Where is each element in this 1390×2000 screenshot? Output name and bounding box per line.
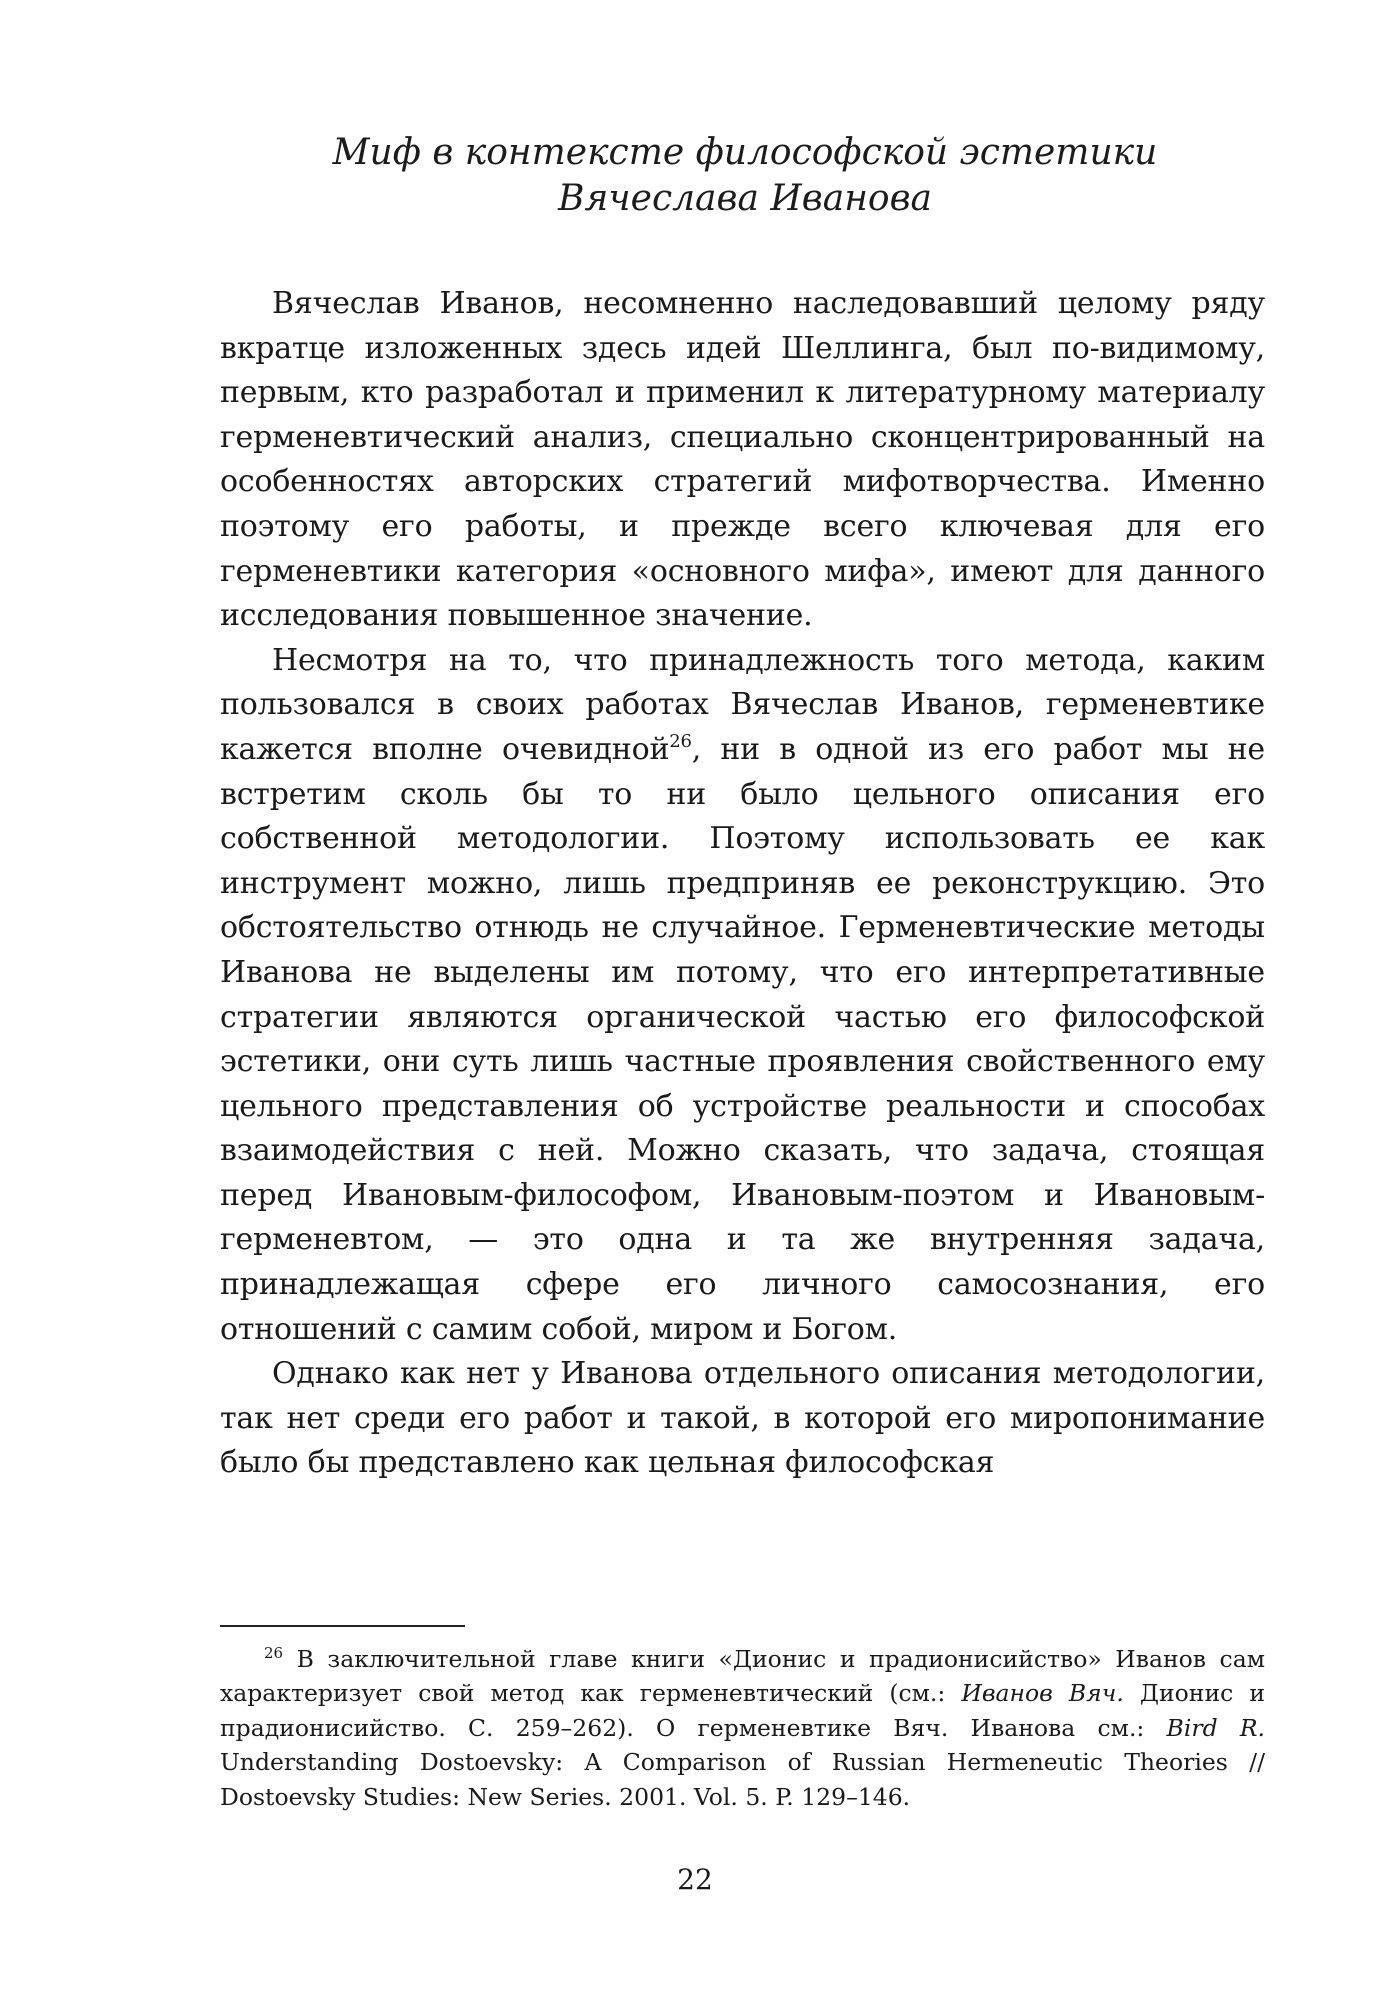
- footnote-text-3: Understanding Dostoevsky: A Comparison of Russian Hermeneutic Theories // Dostoevsky Studies: New Series. 2001. Vol. 5. P. 129–146.: [220, 1748, 1265, 1811]
- paragraph-2-text-a: Несмотря на то, что принадлежность того метода, каким пользовался в своих работах Вячеслав Иванов, герменевтике кажется вполне очевидной: [220, 642, 1265, 767]
- footnote-author-1: Иванов Вяч.: [961, 1679, 1124, 1708]
- footnote: [220, 1642, 1265, 1814]
- paragraph-3: Однако как нет у Иванова отдельного описания методологии, так нет среди его работ и такой, в которой его миропонимание было бы представлено как цельная философская: [220, 1356, 1265, 1481]
- paragraph-1: Вячеслав Иванов, несомненно наследовавший целому ряду вкратце изложенных здесь идей Шеллинга, был по-видимому, первым, кто разработал и применил к литературному материалу герменевтический анализ, специально сконцентрированный на особенностях авторских стратегий мифотворчества. Именно поэтому его работы, и прежде всего ключевая для его герменевтики категория «основного мифа», имеют для данного исследования повышенное значение.: [220, 286, 1265, 634]
- footnote-number: 26: [264, 1644, 284, 1662]
- footnote-author-2: Bird R.: [1166, 1713, 1265, 1742]
- footnote-reference[interactable]: 26: [669, 730, 692, 752]
- page-number: 22: [677, 1863, 713, 1896]
- chapter-heading: [220, 130, 1270, 222]
- footnote-separator: [220, 1625, 465, 1627]
- heading-line-1: Миф в контексте философской эстетики: [332, 132, 1158, 173]
- paragraph-2-text-b: , ни в одной из его работ мы не встретим сколь бы то ни было цельного описания его собственной методологии. Поэтому использовать ее как инструмент можно, лишь предприняв ее реконструкцию. Это обстоятельство отнюдь не случайное. Герменевтические методы Иванова не выделены им потому, что его интерпретативные стратегии являются органической частью его философской эстетики, они суть лишь частные проявления свойственного ему цельного представления об устройстве реальности и способах взаимодействия с ней. Можно сказать, что задача, стоящая перед Ивановым-философом, Ивановым-поэтом и Ивановым-герменевтом, — это одна и та же внутренняя задача, принадлежащая сфере его личного самосознания, его отношений с самим собой, миром и Богом.: [220, 731, 1265, 1347]
- body-text: [220, 282, 1265, 1486]
- heading-line-2: Вячеслава Иванова: [557, 178, 932, 219]
- paragraph-2: [220, 639, 1265, 1353]
- footnote-text-2: Дионис и прадионисийство. С. 259–262). О герменевтике Вяч. Иванова см.:: [220, 1679, 1265, 1742]
- footnote-text-1: В заключительной главе книги «Дионис и прадионисийство» Иванов сам характеризует свой метод как герменевтический (см.:: [220, 1645, 1265, 1708]
